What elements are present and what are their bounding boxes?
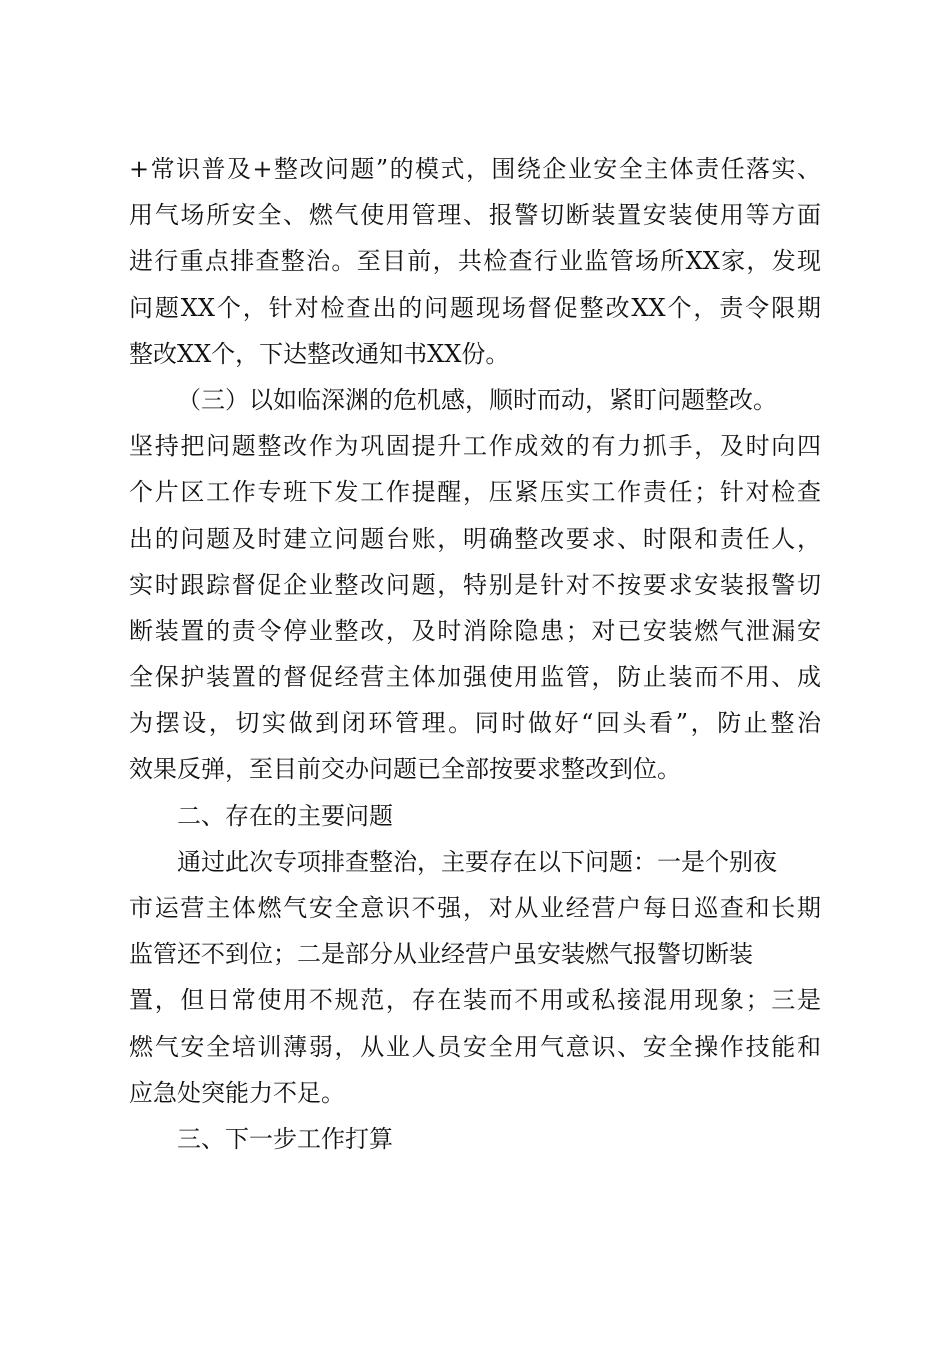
paragraph-line: +常识普及+整改问题”的模式，围绕企业安全主体责任落实、	[129, 155, 821, 183]
paragraph-line: 应急处突能力不足。	[129, 1078, 345, 1107]
section-heading: （三）以如临深渊的危机感，顺时而动，紧盯问题整改。	[177, 385, 777, 414]
paragraph-line: 监管还不到位；二是部分从业经营户虽安装燃气报警切断装	[129, 940, 753, 969]
paragraph-line: 效果反弹，至目前交办问题已全部按要求整改到位。	[129, 755, 681, 784]
paragraph-line: 个片区工作专班下发工作提醒，压紧压实工作责任；针对检查	[129, 478, 821, 507]
section-heading: 三、下一步工作打算	[177, 1124, 393, 1153]
paragraph-line: 为摆设，切实做到闭环管理。同时做好“回头看”，防止整治	[129, 709, 821, 738]
paragraph-line: 进行重点排查整治。至目前，共检查行业监管场所XX家，发现	[129, 247, 821, 276]
paragraph-line: 置，但日常使用不规范，存在装而不用或私接混用现象；三是	[129, 986, 821, 1015]
paragraph-line: 燃气安全培训薄弱，从业人员安全用气意识、安全操作技能和	[129, 1032, 821, 1061]
paragraph-line: 市运营主体燃气安全意识不强，对从业经营户每日巡查和长期	[129, 894, 821, 922]
document-body	[129, 146, 821, 1162]
section-heading: 二、存在的主要问题	[177, 801, 393, 830]
paragraph-line: 整改XX个，下达整改通知书XX份。	[129, 339, 510, 368]
paragraph-line: 全保护装置的督促经营主体加强使用监管，防止装而不用、成	[129, 663, 821, 692]
paragraph-line: 用气场所安全、燃气使用管理、报警切断装置安装使用等方面	[129, 201, 821, 230]
paragraph-line: 实时跟踪督促企业整改问题，特别是针对不按要求安装报警切	[129, 570, 821, 599]
paragraph-line: 坚持把问题整改作为巩固提升工作成效的有力抓手，及时向四	[129, 432, 821, 461]
paragraph-line: 问题XX个，针对检查出的问题现场督促整改XX个，责令限期	[129, 293, 821, 322]
paragraph-line: 断装置的责令停业整改，及时消除隐患；对已安装燃气泄漏安	[129, 616, 821, 645]
paragraph-line: 通过此次专项排查整治，主要存在以下问题：一是个别夜	[177, 847, 777, 876]
paragraph-line: 出的问题及时建立问题台账，明确整改要求、时限和责任人，	[129, 524, 821, 553]
